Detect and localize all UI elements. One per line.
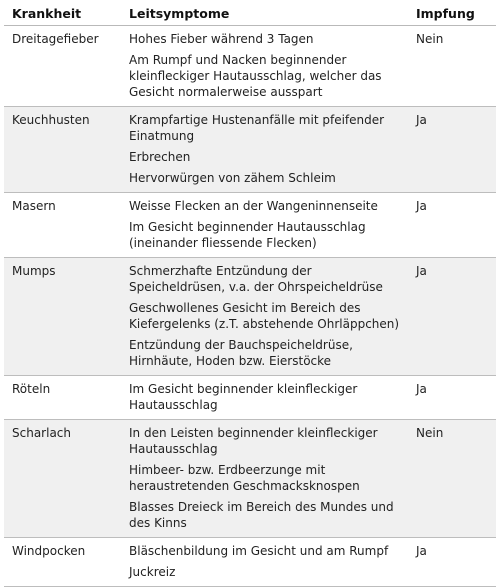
symptom-text: In den Leisten beginnender kleinfleckiger Hautausschlag	[129, 426, 378, 456]
disease-name: Windpocken	[4, 538, 121, 587]
vaccination-value: Nein	[408, 420, 496, 538]
table-row	[4, 26, 496, 107]
symptoms-cell	[121, 107, 408, 193]
symptoms-cell	[121, 420, 408, 538]
symptoms-cell	[121, 538, 408, 587]
disease-name: Röteln	[4, 376, 121, 420]
vaccination-value: Ja	[408, 107, 496, 193]
symptom-text: Schmerzhafte Entzündung der Speicheldrüsen, v.a. der Ohrspeicheldrüse	[129, 264, 383, 294]
symptom-text: Weisse Flecken an der Wangeninnenseite	[129, 199, 378, 213]
disease-name: Keuchhusten	[4, 107, 121, 193]
table-row	[4, 107, 496, 193]
column-header-vaccination: Impfung	[408, 4, 496, 26]
table-row	[4, 420, 496, 538]
vaccination-value: Ja	[408, 258, 496, 376]
table-row	[4, 193, 496, 258]
table-row	[4, 538, 496, 587]
symptom-text: Blasses Dreieck im Bereich des Mundes und des Kinns	[129, 500, 394, 530]
table-header-row	[4, 4, 496, 26]
symptom-text: Hervorwürgen von zähem Schleim	[129, 171, 336, 185]
symptoms-cell	[121, 258, 408, 376]
symptoms-cell	[121, 193, 408, 258]
disease-name: Mumps	[4, 258, 121, 376]
symptom-text: Himbeer- bzw. Erdbeerzunge mit heraustretenden Geschmacksknospen	[129, 463, 360, 493]
symptom-text: Bläschenbildung im Gesicht und am Rumpf	[129, 544, 389, 558]
vaccination-value: Ja	[408, 376, 496, 420]
column-header-symptoms: Leitsymptome	[121, 4, 408, 26]
vaccination-value: Nein	[408, 26, 496, 107]
vaccination-value: Ja	[408, 538, 496, 587]
symptom-text: Hohes Fieber während 3 Tagen	[129, 32, 314, 46]
column-header-disease: Krankheit	[4, 4, 121, 26]
symptom-text: Entzündung der Bauchspeicheldrüse, Hirnhäute, Hoden bzw. Eierstöcke	[129, 338, 353, 368]
vaccination-value: Ja	[408, 193, 496, 258]
disease-name: Masern	[4, 193, 121, 258]
disease-table	[4, 4, 496, 587]
table-row	[4, 258, 496, 376]
symptom-text: Im Gesicht beginnender Hautausschlag (ineinander fliessende Flecken)	[129, 220, 366, 250]
disease-name: Dreitagefieber	[4, 26, 121, 107]
table-row	[4, 376, 496, 420]
symptom-text: Am Rumpf und Nacken beginnender kleinfleckiger Hautausschlag, welcher das Gesicht normalerweise ausspart	[129, 53, 382, 99]
symptoms-cell	[121, 26, 408, 107]
disease-name: Scharlach	[4, 420, 121, 538]
symptoms-cell	[121, 376, 408, 420]
symptom-text: Krampfartige Hustenanfälle mit pfeifender Einatmung	[129, 113, 385, 143]
symptom-text: Geschwollenes Gesicht im Bereich des Kiefergelenks (z.T. abstehende Ohrläppchen)	[129, 301, 400, 331]
symptom-text: Erbrechen	[129, 150, 191, 164]
symptom-text: Juckreiz	[129, 565, 176, 579]
symptom-text: Im Gesicht beginnender kleinfleckiger Hautausschlag	[129, 382, 358, 412]
